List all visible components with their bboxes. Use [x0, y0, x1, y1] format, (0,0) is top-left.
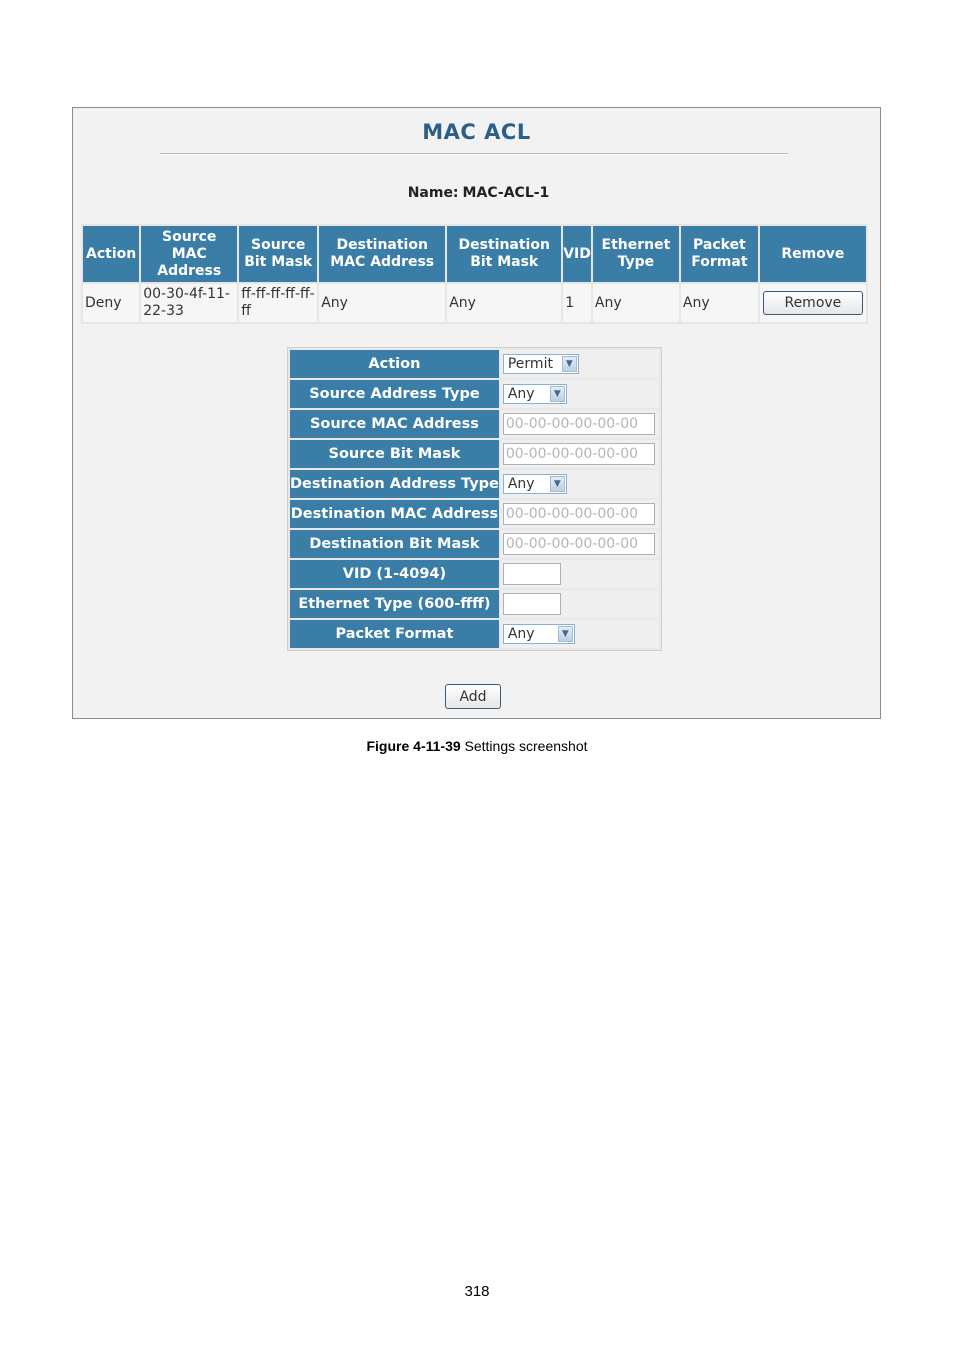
col-packet-format: Packet Format	[681, 226, 758, 282]
table-header-row	[83, 226, 866, 282]
col-ethernet-type: Ethernet Type	[593, 226, 679, 282]
acl-name-value: MAC-ACL-1	[462, 185, 550, 201]
form-row-packet-format	[290, 620, 659, 648]
form-row-ethernet-type	[290, 590, 659, 618]
destination-address-type-value: Any	[507, 476, 535, 493]
mac-acl-panel	[72, 107, 881, 719]
add-rule-form	[287, 347, 662, 651]
action-label: Action	[290, 350, 499, 378]
acl-name-label: Name:	[407, 185, 459, 201]
packet-format-label: Packet Format	[290, 620, 499, 648]
action-cell	[501, 350, 659, 378]
cell-source-mac: 00-30-4f-11-22-33	[141, 284, 237, 322]
vid-cell	[501, 560, 659, 588]
cell-vid: 1	[563, 284, 591, 322]
source-address-type-cell	[501, 380, 659, 408]
ethernet-type-cell	[501, 590, 659, 618]
col-remove: Remove	[760, 226, 866, 282]
form-row-destination-mask	[290, 530, 659, 558]
cell-action: Deny	[83, 284, 139, 322]
source-mask-cell	[501, 440, 659, 468]
cell-source-mask: ff-ff-ff-ff-ff-ff	[239, 284, 317, 322]
figure-caption	[0, 738, 954, 754]
add-button[interactable]: Add	[445, 684, 501, 709]
destination-mac-label: Destination MAC Address	[290, 500, 499, 528]
page-number: 318	[464, 1283, 490, 1300]
chevron-down-icon: ▼	[562, 356, 577, 372]
action-select-value: Permit	[507, 356, 553, 373]
source-address-type-select[interactable]	[503, 384, 567, 404]
form-row-source-mask	[290, 440, 659, 468]
source-address-type-label: Source Address Type	[290, 380, 499, 408]
cell-packet-format: Any	[681, 284, 758, 322]
packet-format-cell	[501, 620, 659, 648]
chevron-down-icon: ▼	[550, 476, 565, 492]
packet-format-select[interactable]	[503, 624, 575, 644]
acl-name	[73, 185, 880, 201]
figure-text: Settings screenshot	[464, 738, 588, 754]
destination-mask-cell	[501, 530, 659, 558]
source-mask-label: Source Bit Mask	[290, 440, 499, 468]
figure-number: Figure 4-11-39	[366, 738, 461, 754]
col-action: Action	[83, 226, 139, 282]
table-row	[83, 284, 866, 322]
form-row-vid	[290, 560, 659, 588]
col-destination-mask: Destination Bit Mask	[447, 226, 561, 282]
ethernet-type-input[interactable]	[503, 593, 561, 615]
page-title: MAC ACL	[422, 120, 531, 144]
packet-format-value: Any	[507, 626, 535, 643]
destination-address-type-cell	[501, 470, 659, 498]
chevron-down-icon: ▼	[558, 626, 573, 642]
vid-label: VID (1-4094)	[290, 560, 499, 588]
destination-address-type-label: Destination Address Type	[290, 470, 499, 498]
cell-destination-mask: Any	[447, 284, 561, 322]
destination-address-type-select[interactable]	[503, 474, 567, 494]
destination-mask-label: Destination Bit Mask	[290, 530, 499, 558]
destination-mask-input[interactable]	[503, 533, 655, 555]
col-source-mask: Source Bit Mask	[239, 226, 317, 282]
form-row-destination-address-type	[290, 470, 659, 498]
action-select[interactable]	[503, 354, 579, 374]
ethernet-type-label: Ethernet Type (600-ffff)	[290, 590, 499, 618]
remove-button[interactable]: Remove	[763, 291, 863, 315]
acl-rules-table	[81, 224, 868, 324]
chevron-down-icon: ▼	[550, 386, 565, 402]
source-mac-label: Source MAC Address	[290, 410, 499, 438]
vid-input[interactable]	[503, 563, 561, 585]
form-row-destination-mac	[290, 500, 659, 528]
form-row-action	[290, 350, 659, 378]
source-address-type-value: Any	[507, 386, 535, 403]
title-divider	[160, 153, 788, 155]
source-mac-input[interactable]	[503, 413, 655, 435]
source-mac-cell	[501, 410, 659, 438]
col-destination-mac: Destination MAC Address	[319, 226, 445, 282]
cell-destination-mac: Any	[319, 284, 445, 322]
destination-mac-cell	[501, 500, 659, 528]
form-row-source-mac	[290, 410, 659, 438]
destination-mac-input[interactable]	[503, 503, 655, 525]
cell-ethernet-type: Any	[593, 284, 679, 322]
source-mask-input[interactable]	[503, 443, 655, 465]
cell-remove	[760, 284, 866, 322]
col-vid: VID	[563, 226, 591, 282]
form-row-source-address-type	[290, 380, 659, 408]
col-source-mac: Source MAC Address	[141, 226, 237, 282]
